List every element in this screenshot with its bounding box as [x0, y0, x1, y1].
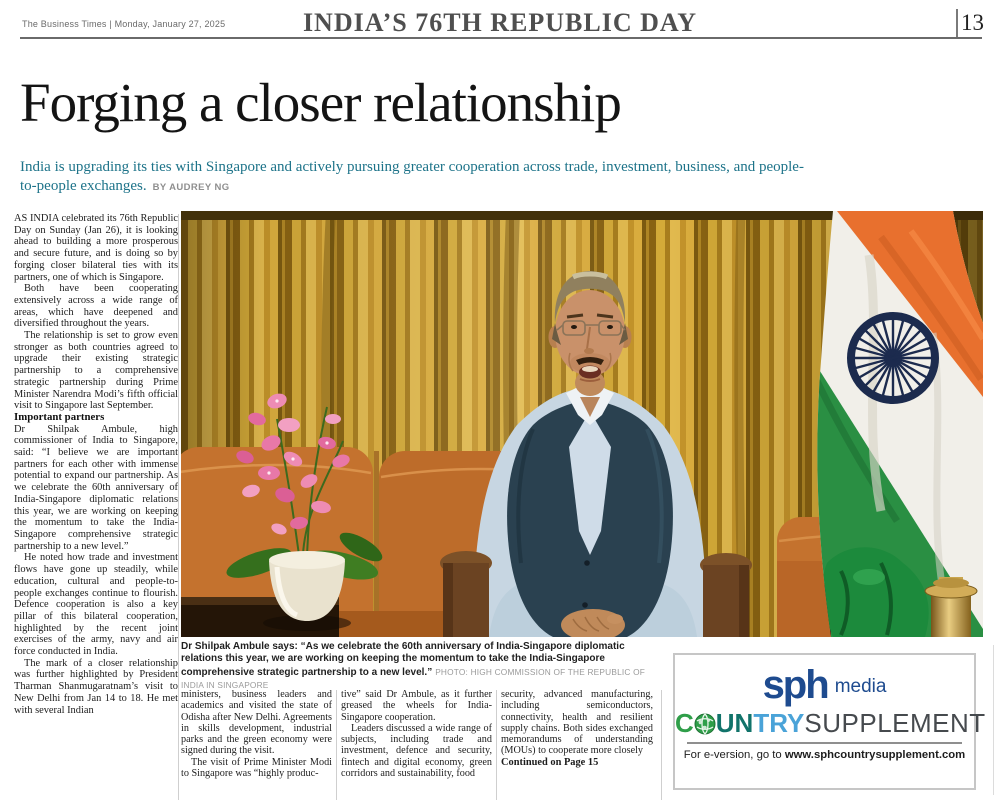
eversion-prefix: For e-version, go to [683, 749, 785, 761]
globe-icon [694, 713, 716, 735]
paragraph: AS INDIA celebrated its 76th Republic Day on Sunday (Jan 26), it is looking ahead to building a more prosperous and secure future, and is doing so by forging closer bilateral ties with its partners, one of which is Singapore. [14, 213, 178, 283]
media-logo-text: media [834, 676, 887, 697]
flag-stand [925, 577, 977, 637]
supplement-word: SUPPLEMENT [804, 708, 986, 738]
column-rule [336, 690, 337, 800]
sph-logo-text: sph [762, 663, 828, 707]
byline: BY AUDREY NG [152, 181, 230, 193]
paragraph: Both have been cooperating extensively across a wide range of areas, which have deepened and diversified throughout the years. [14, 283, 178, 330]
supplement-ad-box [673, 653, 986, 790]
article-column-1 [14, 213, 178, 716]
headline: Forging a closer relationship [20, 72, 621, 133]
masthead: The Business Times | Monday, January 27, 2025 [22, 19, 226, 29]
page-edge-rule [993, 645, 994, 795]
article-photo [181, 211, 983, 637]
flower-pot [263, 551, 351, 631]
photo-illustration [181, 211, 983, 637]
standfirst [20, 158, 815, 195]
paragraph: tive” said Dr Ambule, as it further greased the wheels for India-Singapore cooperation. [341, 689, 492, 723]
country-letters-un: UN [715, 708, 754, 738]
ashoka-chakra [851, 316, 935, 400]
paragraph: He noted how trade and investment flows have gone up steadily, while education, cultural and people-to-people exchanges continue to flourish. Defence cooperation is also a key pillar of this bilateral cooperation, highlighted by the recent joint exercises of the army, navy and air force conducted in India. [14, 552, 178, 658]
paragraph: The mark of a closer relationship was further highlighted by President Tharman Shanmugaratnam’s visit to New Delhi from Jan 14 to 18. He met with several Indian [14, 657, 178, 716]
article-column-4 [501, 689, 653, 768]
continued-notice: Continued on Page 15 [501, 756, 599, 768]
eversion-url: www.sphcountrysupplement.com [784, 749, 966, 761]
paragraph: The visit of Prime Minister Modi to Singapore was “highly produc- [181, 756, 332, 780]
paragraph: Dr Shilpak Ambule, high commissioner of India to Singapore, said: “I believe we are important partners for each other with immense potential to expand our partnership. As we celebrate the 60th anniversary of India-Singapore diplomatic relations this year, we are working on keeping the momentum to take the India-Singapore comprehensive strategic partnership to a new level.” [14, 423, 178, 552]
paragraph: The relationship is set to grow even stronger as both countries agreed to upgrade their existing strategic partnership to a comprehensive strategic partnership during Prime Minister Narendra Modi’s fifth official visit to Singapore last September. [14, 330, 178, 412]
header-divider [956, 9, 958, 37]
column-rule [661, 690, 662, 800]
paragraph: security, advanced manufacturing, including semiconductors, connectivity, health and resilient supply chains. Both sides exchanged memorandums of understanding (MOUs) to cooperate more closely [501, 689, 653, 757]
caption-text: Dr Shilpak Ambule says: “As we celebrate the 60th anniversary of India-Singapore diplomatic relations this year, we are working on keeping the momentum to take the India-Singapore comprehensive strategic partnership to a new level.” [181, 641, 625, 678]
eversion-line [675, 749, 974, 761]
paragraph: ministers, business leaders and academics and visited the state of Odisha after New Delhi. Agreements in skills development, industrial parks and the green economy were signed during the visit. [181, 689, 332, 757]
standfirst-text: India is upgrading its ties with Singapore and actively pursuing greater cooperation across trade, investment, business, and people-to-people exchanges. [20, 159, 804, 194]
country-supplement-logo [675, 708, 986, 738]
page-number: 13 [961, 10, 984, 35]
paragraph: Leaders discussed a wide range of subjects, including trade and investment, defence and security, fintech and digital economy, green corridors and sustainability, food [341, 722, 492, 780]
page-title: INDIA’S 76TH REPUBLIC DAY [302, 8, 698, 37]
sph-media-logo [675, 663, 974, 708]
header-rule [20, 37, 982, 39]
country-letters-try: TRY [753, 708, 805, 738]
article-column-3 [341, 689, 492, 779]
article-column-2 [181, 689, 332, 779]
photo-credit: PHOTO: HIGH COMMISSION OF THE REPUBLIC OF INDIA IN SINGAPORE [181, 666, 646, 691]
country-letter-c: C [675, 708, 694, 738]
column-rule [496, 690, 497, 800]
photo-caption [181, 641, 665, 693]
box-rule [687, 742, 962, 744]
section-heading: Important partners [14, 410, 105, 423]
column-rule [178, 214, 179, 800]
